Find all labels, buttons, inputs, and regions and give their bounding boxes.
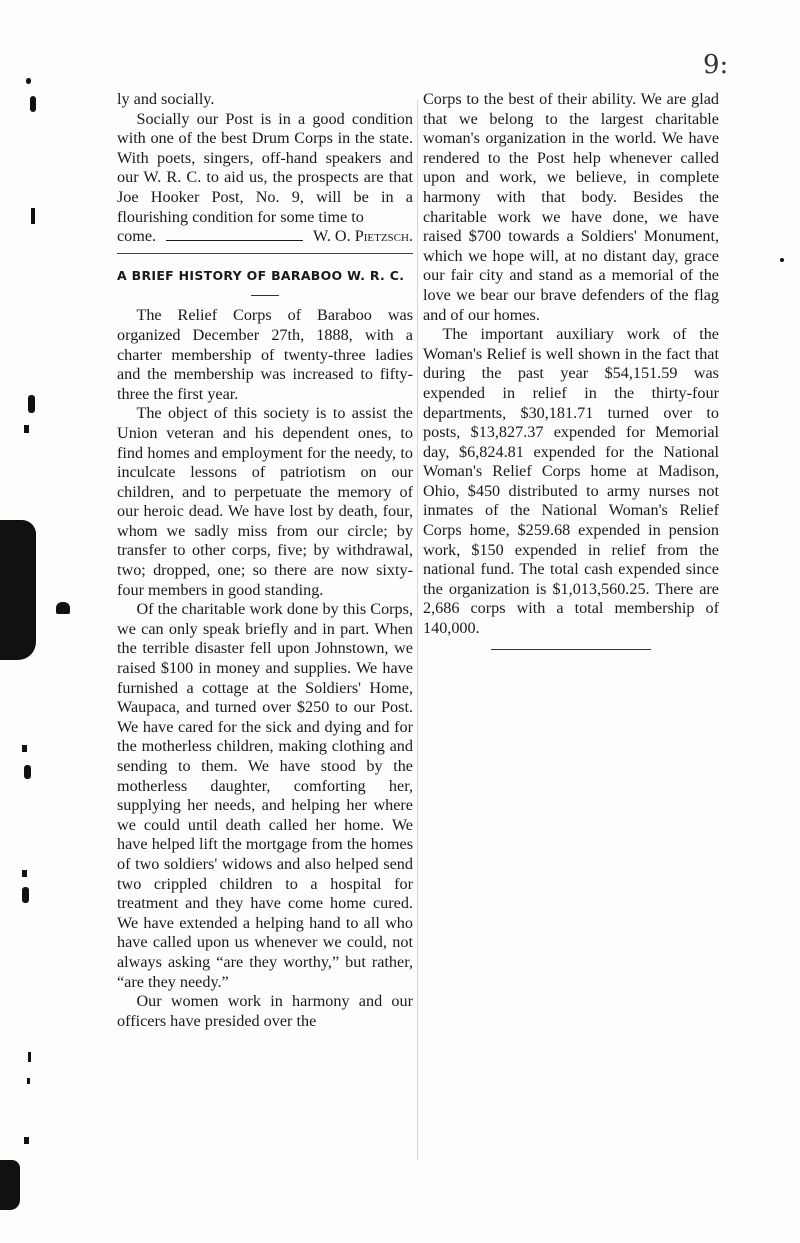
scan-mark — [31, 208, 35, 224]
closing-word: come. — [117, 227, 157, 246]
scan-mark — [780, 258, 784, 262]
scan-mark — [27, 1078, 30, 1084]
signature-line — [117, 227, 413, 247]
scan-mark — [26, 78, 31, 84]
scan-mark — [56, 602, 70, 614]
left-column — [117, 90, 413, 1031]
end-rule — [491, 649, 651, 650]
signature-rule — [166, 240, 303, 241]
section-title: A BRIEF HISTORY OF BARABOO W. R. C. — [117, 267, 405, 283]
scan-mark — [28, 395, 35, 413]
scan-mark — [22, 870, 27, 877]
scan-mark — [22, 887, 29, 903]
scan-mark — [0, 520, 36, 660]
scan-mark — [24, 765, 31, 779]
scan-mark — [0, 1160, 20, 1210]
post-paragraph: Socially our Post is in a good condition with one of the best Drum Corps in the state. With poets, singers, off-hand speakers and our W. R. C. to aid us, the prospects are that Joe Hooker Post, No. 9, will be in a flourishing condition for some time to — [117, 109, 413, 226]
history-paragraph-1: The Relief Corps of Baraboo was organized December 27th, 1888, with a charter membership of twenty-three ladies and the membership was increased to fifty-three the first year. — [117, 306, 413, 403]
scan-mark — [28, 1052, 31, 1062]
history-paragraph-2: The object of this society is to assist the Union veteran and his dependent ones, to find homes and employment for the needy, to inculcate lessons of patriotism on our children, and to perpetuate the memory of our heroic dead. We have lost by death, four, whom we sadly miss from our circle; by transfer to other corps, five; by withdrawal, two; dropped, one; so there are now sixty-four members in good standing. — [117, 404, 413, 599]
signature-initials: W. O. P — [313, 227, 364, 246]
page-number: 9: — [703, 50, 729, 80]
carryover-text: ly and socially. — [117, 90, 215, 108]
title-rule — [251, 295, 279, 296]
scan-mark — [30, 96, 36, 112]
signature — [313, 227, 413, 247]
continuation-paragraph: Corps to the best of their ability. We are glad that we belong to the largest charitable woman's organization in the world. We have rendered to the Post help whenever called upon and work, we believe, in complete harmony with that body. Besides the charitable work we have done, we have raised $700 towards a Soldiers' Monument, which we hope will, at no distant day, grace our fair city and stand as a memorial of the love we bear our brave defenders of the flag and of our homes. — [423, 90, 719, 324]
column-gutter — [417, 100, 418, 1160]
history-paragraph-3: Of the charitable work done by this Corps, we can only speak briefly and in part. When the terrible disaster fell upon Johnstown, we raised $100 in money and supplies. We have furnished a cottage at the Soldiers' Home, Waupaca, and turned over $250 to our Post. We have cared for the sick and dying and for the motherless children, making clothing and sending to them. We have stood by the motherless daughter, comforting her, supplying her needs, and helping her where we could until death called her home. We have helped lift the mortgage from the homes of two soldiers' widows and also helped send two crippled children to a hospital for treatment and they have come home cured. We have extended a helping hand to all who have called upon us whenever we could, not always asking “are they worthy,” but rather, “are they needy.” — [117, 600, 413, 991]
scan-mark — [24, 1137, 29, 1144]
signature-surname: ietzsch. — [363, 227, 413, 246]
scan-mark — [24, 425, 29, 433]
scan-mark — [22, 745, 27, 752]
auxiliary-work-paragraph: The important auxiliary work of the Woman's Relief is well shown in the fact that during the past year $54,151.59 was expended in relief in the thirty-four departments, $30,181.71 turned over to posts, $13,827.37 expended for Memorial day, $6,824.81 expended for the National Woman's Relief Corps home at Madison, Ohio, $450 distributed to army nurses not inmates of the National Woman's Relief Corps home, $259.68 expended in pension work, $150 expended in relief from the national fund. The total cash expended since the organization is $1,013,560.25. There are 2,686 corps with a total membership of 140,000. — [423, 325, 719, 638]
history-paragraph-4: Our women work in harmony and our officers have presided over the — [117, 992, 413, 1030]
section-divider — [117, 253, 413, 254]
right-column — [423, 90, 719, 650]
